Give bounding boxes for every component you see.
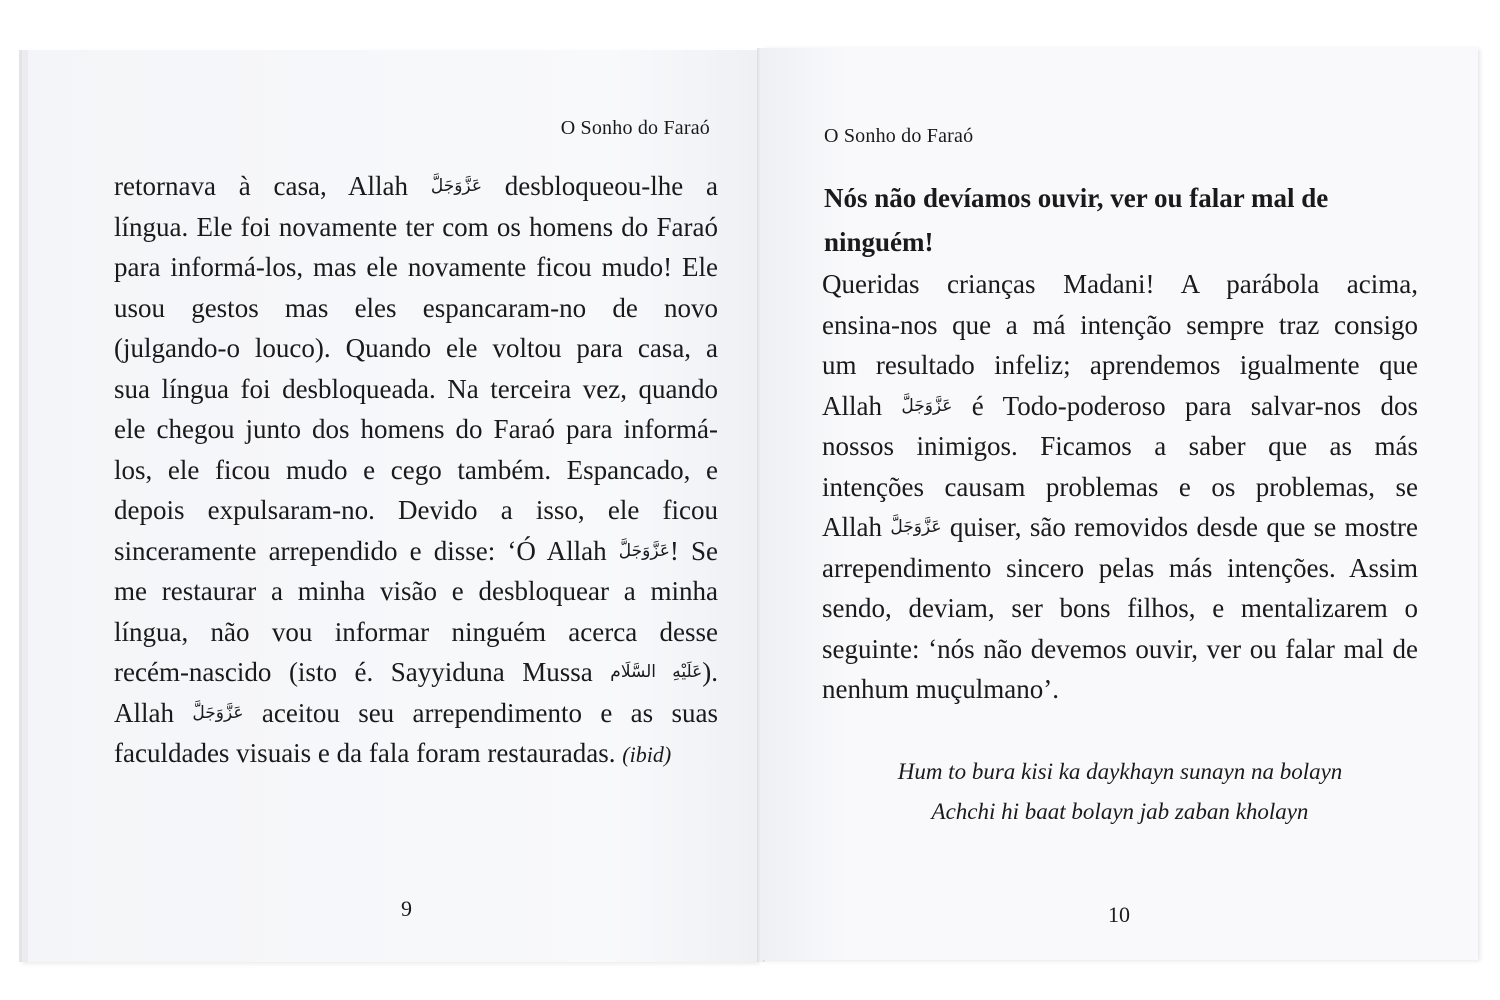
verse	[822, 752, 1418, 832]
left-page	[22, 50, 760, 962]
running-head: O Sonho do Faraó	[824, 125, 974, 147]
text-line: recém-nascido (isto é. Sayyiduna Mussa عَلَيْهِ السَّلَام).	[114, 657, 718, 687]
verse-line: Hum to bura kisi ka daykhayn sunayn na bolayn	[897, 759, 1343, 784]
text-line: para informá-los, mas ele novamente ficou mudo! Ele	[114, 252, 718, 282]
text-line: depois expulsaram-no. Devido a isso, ele ficou	[114, 495, 718, 525]
verse-line: Achchi hi baat bolayn jab zaban kholayn	[931, 799, 1309, 824]
section-heading	[824, 176, 1444, 264]
arabic-honorific: عَزَّوَجَلَّ	[901, 395, 953, 416]
text-line: língua, não vou informar ninguém acerca desse	[114, 616, 718, 647]
text-line: me restaurar a minha visão e desbloquear a minha	[114, 576, 718, 606]
text-line: sua língua foi desbloqueada. Na terceira vez, quando	[114, 373, 718, 404]
text-line: Allah عَزَّوَجَلَّ é Todo-poderoso para salvar-nos dos	[822, 390, 1419, 421]
text-line: los, ele ficou mudo e cego também. Espancado, e	[114, 454, 718, 485]
text-line: ele chegou junto dos homens do Faraó para informá-	[114, 414, 718, 444]
text-line: sinceramente arrependido e disse: ‘Ó Allah عَزَّوَجَلَّ! Se	[114, 535, 718, 566]
text-line: seguinte: ‘nós não devemos ouvir, ver ou falar mal de	[822, 633, 1418, 664]
text-line: usou gestos mas eles espancaram-no de novo	[114, 292, 718, 323]
citation: (ibid)	[622, 742, 672, 767]
text-line: ensina-nos que a má intenção sempre traz consigo	[822, 309, 1418, 340]
page-number: 9	[401, 896, 412, 921]
text-line: Allah عَزَّوَجَلَّ quiser, são removidos desde que se mostre	[822, 512, 1419, 542]
arabic-honorific: عَزَّوَجَلَّ	[618, 540, 670, 561]
text-line: Queridas crianças Madani! A parábola acima,	[822, 269, 1418, 299]
arabic-salam: عَلَيْهِ السَّلَام	[610, 662, 703, 682]
body-text	[822, 264, 1418, 710]
text-line: faculdades visuais e da fala foram restauradas. (ibid)	[114, 738, 672, 768]
text-line: nenhum muçulmano’.	[822, 674, 1059, 704]
heading-line: Nós não devíamos ouvir, ver ou falar mal de	[824, 183, 1329, 213]
text-line: retornava à casa, Allah عَزَّوَجَلَّ desbloqueou-lhe a	[114, 171, 719, 201]
arabic-honorific: عَزَّوَجَلَّ	[430, 176, 482, 196]
text-line: nossos inimigos. Ficamos a saber que as más	[822, 431, 1418, 461]
text-line: língua. Ele foi novamente ter com os homens do Faraó	[114, 211, 718, 242]
text-line: arrependimento sincero pelas más intenções. Assim	[822, 552, 1418, 583]
right-page	[762, 48, 1478, 960]
text-line: Allah عَزَّوَجَلَّ aceitou seu arrependimento e as suas	[114, 697, 719, 728]
text-line: intenções causam problemas e os problemas, se	[822, 471, 1418, 502]
text-line: um resultado infeliz; aprendemos igualmente que	[822, 350, 1418, 380]
page-number: 10	[1108, 902, 1130, 927]
text-line: sendo, deviam, ser bons filhos, e mentalizarem o	[822, 593, 1418, 623]
arabic-honorific: عَزَّوَجَلَّ	[192, 702, 244, 723]
body-text	[114, 166, 718, 774]
heading-line: ninguém!	[824, 227, 934, 257]
text-line: (julgando-o louco). Quando ele voltou para casa, a	[114, 333, 718, 363]
arabic-honorific: عَزَّوَجَلَّ	[890, 517, 942, 537]
running-head: O Sonho do Faraó	[560, 117, 710, 139]
